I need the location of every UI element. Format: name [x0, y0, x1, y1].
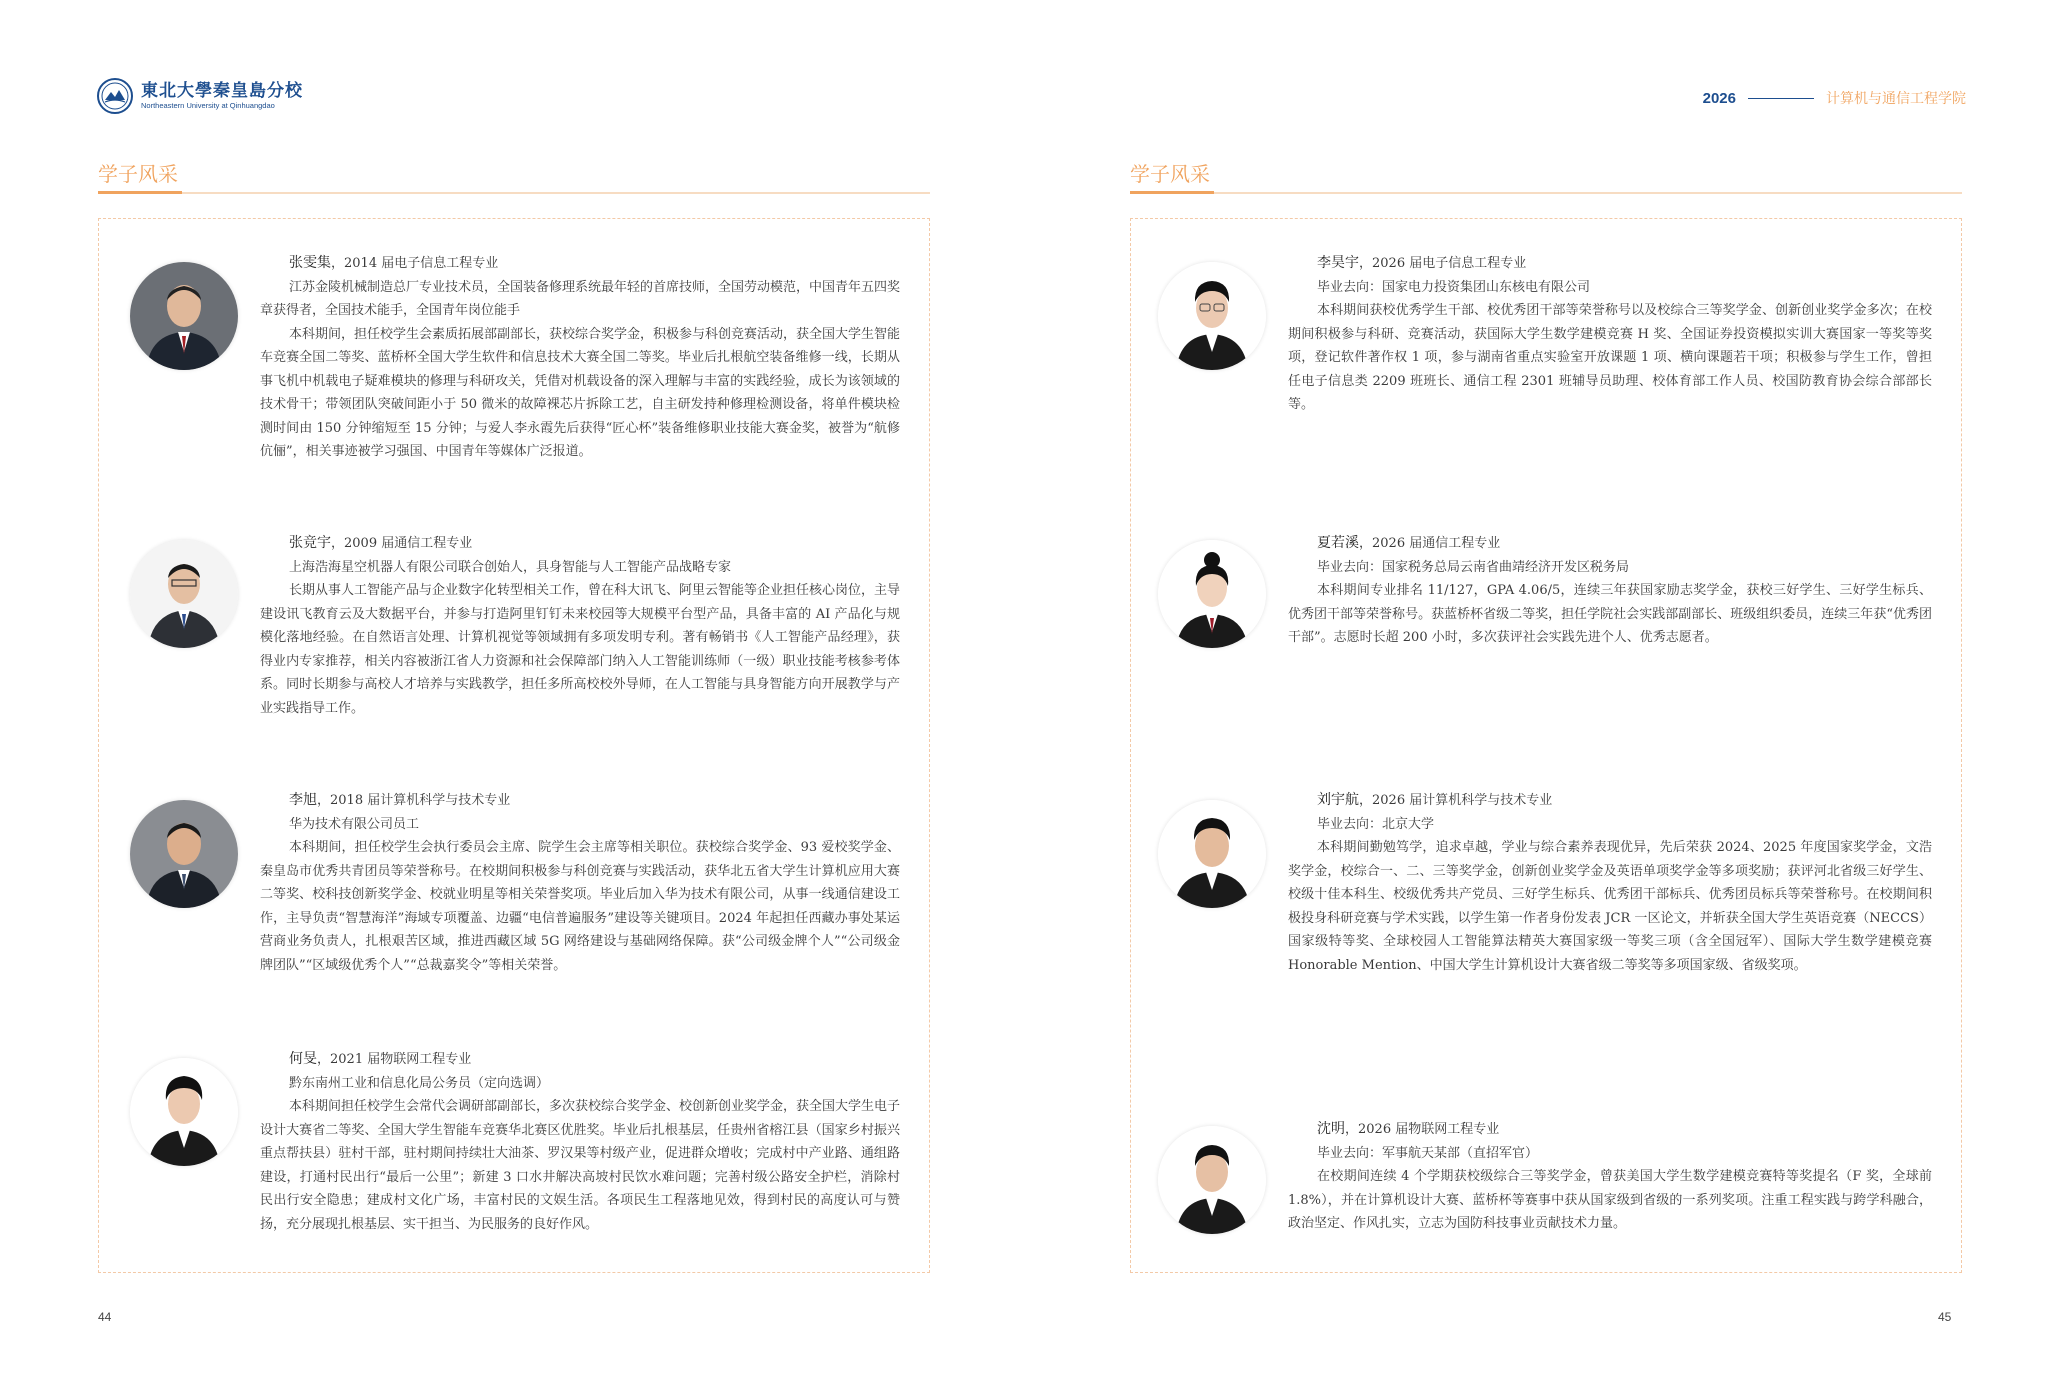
person-bio: 在校期间连续 4 个学期获校级综合三等奖学金，曾获美国大学生数学建模竞赛特等奖提名（F 奖，全球前 1.8%），并在计算机设计大赛、蓝桥杯等赛事中获从国家级到省级的一系列奖项。注重工程实践与跨学科融合，政治坚定、作风扎实，立志为国防科技事业贡献技术力量。	[1288, 1169, 1932, 1231]
profile-li-haoyu	[1288, 252, 1932, 417]
person-bio: 本科期间勤勉笃学，追求卓越，学业与综合素养表现优异，先后荣获 2024、2025 年度国家奖学金，文浩奖学金，校综合一、二、三等奖学金，创新创业奖学金及英语单项奖学金等多项奖励；获评河北省级三好学生、校级十佳本科生、校级优秀共产党员、三好学生标兵、优秀团干部标兵、优秀团员标兵等荣誉称号。在校期间积极投身科研竞赛与学术实践，以学生第一作者身份发表 JCR 一区论文，并斩获全国大学生英语竞赛（NECCS）国家级特等奖、全球校园人工智能算法精英大赛国家级一等奖三项（含全国冠军）、国际大学生数学建模竞赛 Honorable Mention、中国大学生计算机设计大赛省级二等奖等多项国家级、省级奖项。	[1288, 840, 1932, 973]
person-bio: 长期从事人工智能产品与企业数字化转型相关工作，曾在科大讯飞、阿里云智能等企业担任核心岗位，主导建设讯飞教育云及大数据平台，并参与打造阿里钉钉未来校园等大规模平台型产品，具备丰富的 AI 产品化与规模化落地经验。在自然语言处理、计算机视觉等领域拥有多项发明专利。著有畅销书《人工智能产品经理》，获得业内专家推荐，相关内容被浙江省人力资源和社会保障部门纳入人工智能训练师（一级）职业技能考核参考体系。同时长期参与高校人才培养与实践教学，担任多所高校校外导师，在人工智能与具身智能方向开展教学与产业实践指导工作。	[260, 583, 901, 716]
university-logo	[97, 78, 303, 114]
right-page-number: 45	[1938, 1310, 1952, 1324]
person-destination: 毕业去向：北京大学	[1317, 816, 1435, 832]
person-program: ，2026 届通信工程专业	[1359, 536, 1501, 551]
person-title: 江苏金陵机械制造总厂专业技术员，全国装备修理系统最年轻的首席技师，全国劳动模范，中国青年五四奖章获得者，全国技术能手，全国青年岗位能手	[260, 279, 901, 318]
profile-zhang-wenji	[260, 252, 900, 464]
profile-zhang-jingyu	[260, 532, 900, 720]
left-section-rule	[98, 192, 930, 194]
person-name: 张竞宇	[289, 535, 331, 551]
person-destination: 毕业去向：国家电力投资集团山东核电有限公司	[1317, 279, 1591, 295]
university-emblem-icon	[97, 78, 133, 114]
person-destination: 毕业去向：国家税务总局云南省曲靖经济开发区税务局	[1317, 559, 1630, 575]
person-name: 何旻	[289, 1051, 317, 1067]
person-program: ，2026 届电子信息工程专业	[1359, 256, 1527, 271]
person-program: ，2026 届物联网工程专业	[1345, 1122, 1500, 1137]
portrait-zhang-jingyu	[130, 540, 238, 648]
portrait-zhang-wenji	[130, 262, 238, 370]
person-title: 上海浩海星空机器人有限公司联合创始人，具身智能与人工智能产品战略专家	[289, 559, 732, 575]
right-section-title: 学子风采	[1130, 162, 1210, 186]
person-name: 刘宇航	[1317, 792, 1359, 808]
profile-shen-ming	[1288, 1118, 1932, 1236]
person-program: ，2018 届计算机科学与技术专业	[317, 793, 511, 808]
portrait-xia-ruoxi	[1158, 540, 1266, 648]
person-name: 沈明	[1317, 1121, 1345, 1137]
person-name: 夏若溪	[1317, 535, 1359, 551]
person-name: 李昊宇	[1317, 255, 1359, 271]
header-college: 计算机与通信工程学院	[1826, 91, 1966, 107]
header-year: 2026	[1702, 89, 1736, 107]
person-name: 李旭	[289, 792, 317, 808]
portrait-shen-ming	[1158, 1126, 1266, 1234]
running-header	[1703, 88, 1966, 108]
left-page-number: 44	[98, 1310, 112, 1324]
person-title: 华为技术有限公司员工	[289, 816, 420, 832]
left-section-title: 学子风采	[98, 162, 178, 186]
person-bio: 本科期间专业排名 11/127，GPA 4.06/5，连续三年获国家励志奖学金，获校三好学生、三好学生标兵、优秀团干部等荣誉称号。获蓝桥杯省级二等奖，担任学院社会实践部副部长、班级组织委员，连续三年获“优秀团干部”。志愿时长超 200 小时，多次获评社会实践先进个人、优秀志愿者。	[1288, 583, 1932, 645]
person-title: 黔东南州工业和信息化局公务员（定向选调）	[289, 1075, 550, 1091]
person-destination: 毕业去向：军事航天某部（直招军官）	[1317, 1145, 1539, 1161]
portrait-liu-yuhang	[1158, 800, 1266, 908]
profile-xia-ruoxi	[1288, 532, 1932, 650]
person-bio: 本科期间担任校学生会常代会调研部副部长，多次获校综合奖学金、校创新创业奖学金，获全国大学生电子设计大赛省二等奖、全国大学生智能车竞赛华北赛区优胜奖。毕业后扎根基层，任贵州省榕江县（国家乡村振兴重点帮扶县）驻村干部，驻村期间持续壮大油茶、罗汉果等村级产业，促进群众增收；完成村中产业路、通组路建设，打通村民出行“最后一公里”；新建 3 口水井解决高坡村民饮水难问题；完善村级公路安全护栏，消除村民出行安全隐患；建成村文化广场，丰富村民的文娱生活。各项民生工程落地见效，得到村民的高度认可与赞扬，充分展现扎根基层、实干担当、为民服务的良好作风。	[260, 1099, 901, 1232]
right-section-rule	[1130, 192, 1962, 194]
person-name: 张雯集	[289, 255, 331, 271]
portrait-he-min	[130, 1058, 238, 1166]
profile-li-xu	[260, 789, 900, 977]
person-bio: 本科期间，担任校学生会素质拓展部副部长，获校综合奖学金，积极参与科创竞赛活动，获全国大学生智能车竞赛全国二等奖、蓝桥杯全国大学生软件和信息技术大赛全国二等奖。毕业后扎根航空装备维修一线，长期从事飞机中机载电子疑难模块的修理与科研攻关，凭借对机载设备的深入理解与丰富的实践经验，成长为该领域的技术骨干；带领团队突破间距小于 50 微米的故障裸芯片拆除工艺，自主研发持种修理检测设备，将单件模块检测时间由 150 分钟缩短至 15 分钟；与爱人李永霞先后获得“匠心杯”装备维修职业技能大赛金奖，被誉为“航修伉俪”，相关事迹被学习强国、中国青年等媒体广泛报道。	[260, 326, 901, 459]
person-program: ，2021 届物联网工程专业	[317, 1052, 472, 1067]
person-bio: 本科期间获校优秀学生干部、校优秀团干部等荣誉称号以及校综合三等奖学金、创新创业奖学金多次；在校期间积极参与科研、竞赛活动，获国际大学生数学建模竞赛 H 奖、全国证券投资模拟实训大赛国家一等奖等奖项，登记软件著作权 1 项，参与湖南省重点实验室开放课题 1 项、横向课题若干项；积极参与学生工作，曾担任电子信息类 2209 班班长、通信工程 2301 班辅导员助理、校体育部工作人员、校国防教育协会综合部部长等。	[1288, 303, 1932, 412]
header-divider	[1748, 98, 1814, 99]
person-program: ，2014 届电子信息工程专业	[331, 256, 499, 271]
person-program: ，2026 届计算机科学与技术专业	[1359, 793, 1553, 808]
portrait-li-xu	[130, 800, 238, 908]
logo-chinese-name: 東北大學秦皇島分校	[141, 81, 303, 101]
profile-liu-yuhang	[1288, 789, 1932, 977]
logo-english-name: Northeastern University at Qinhuangdao	[141, 101, 275, 110]
portrait-li-haoyu	[1158, 262, 1266, 370]
person-program: ，2009 届通信工程专业	[331, 536, 473, 551]
person-bio: 本科期间，担任校学生会执行委员会主席、院学生会主席等相关职位。获校综合奖学金、93 爱校奖学金、秦皇岛市优秀共青团员等荣誉称号。在校期间积极参与科创竞赛与实践活动，获华北五省大学生计算机应用大赛二等奖、校科技创新奖学金、校就业明星等相关荣誉奖项。毕业后加入华为技术有限公司，从事一线通信建设工作，主导负责“智慧海洋”海域专项覆盖、边疆“电信普遍服务”建设等关键项目。2024 年起担任西藏办事处某运营商业务负责人，扎根艰苦区域，推进西藏区域 5G 网络建设与基础网络保障。获“公司级金牌个人”“公司级金牌团队”“区域级优秀个人”“总裁嘉奖令”等相关荣誉。	[260, 840, 900, 973]
profile-he-min	[260, 1048, 900, 1236]
